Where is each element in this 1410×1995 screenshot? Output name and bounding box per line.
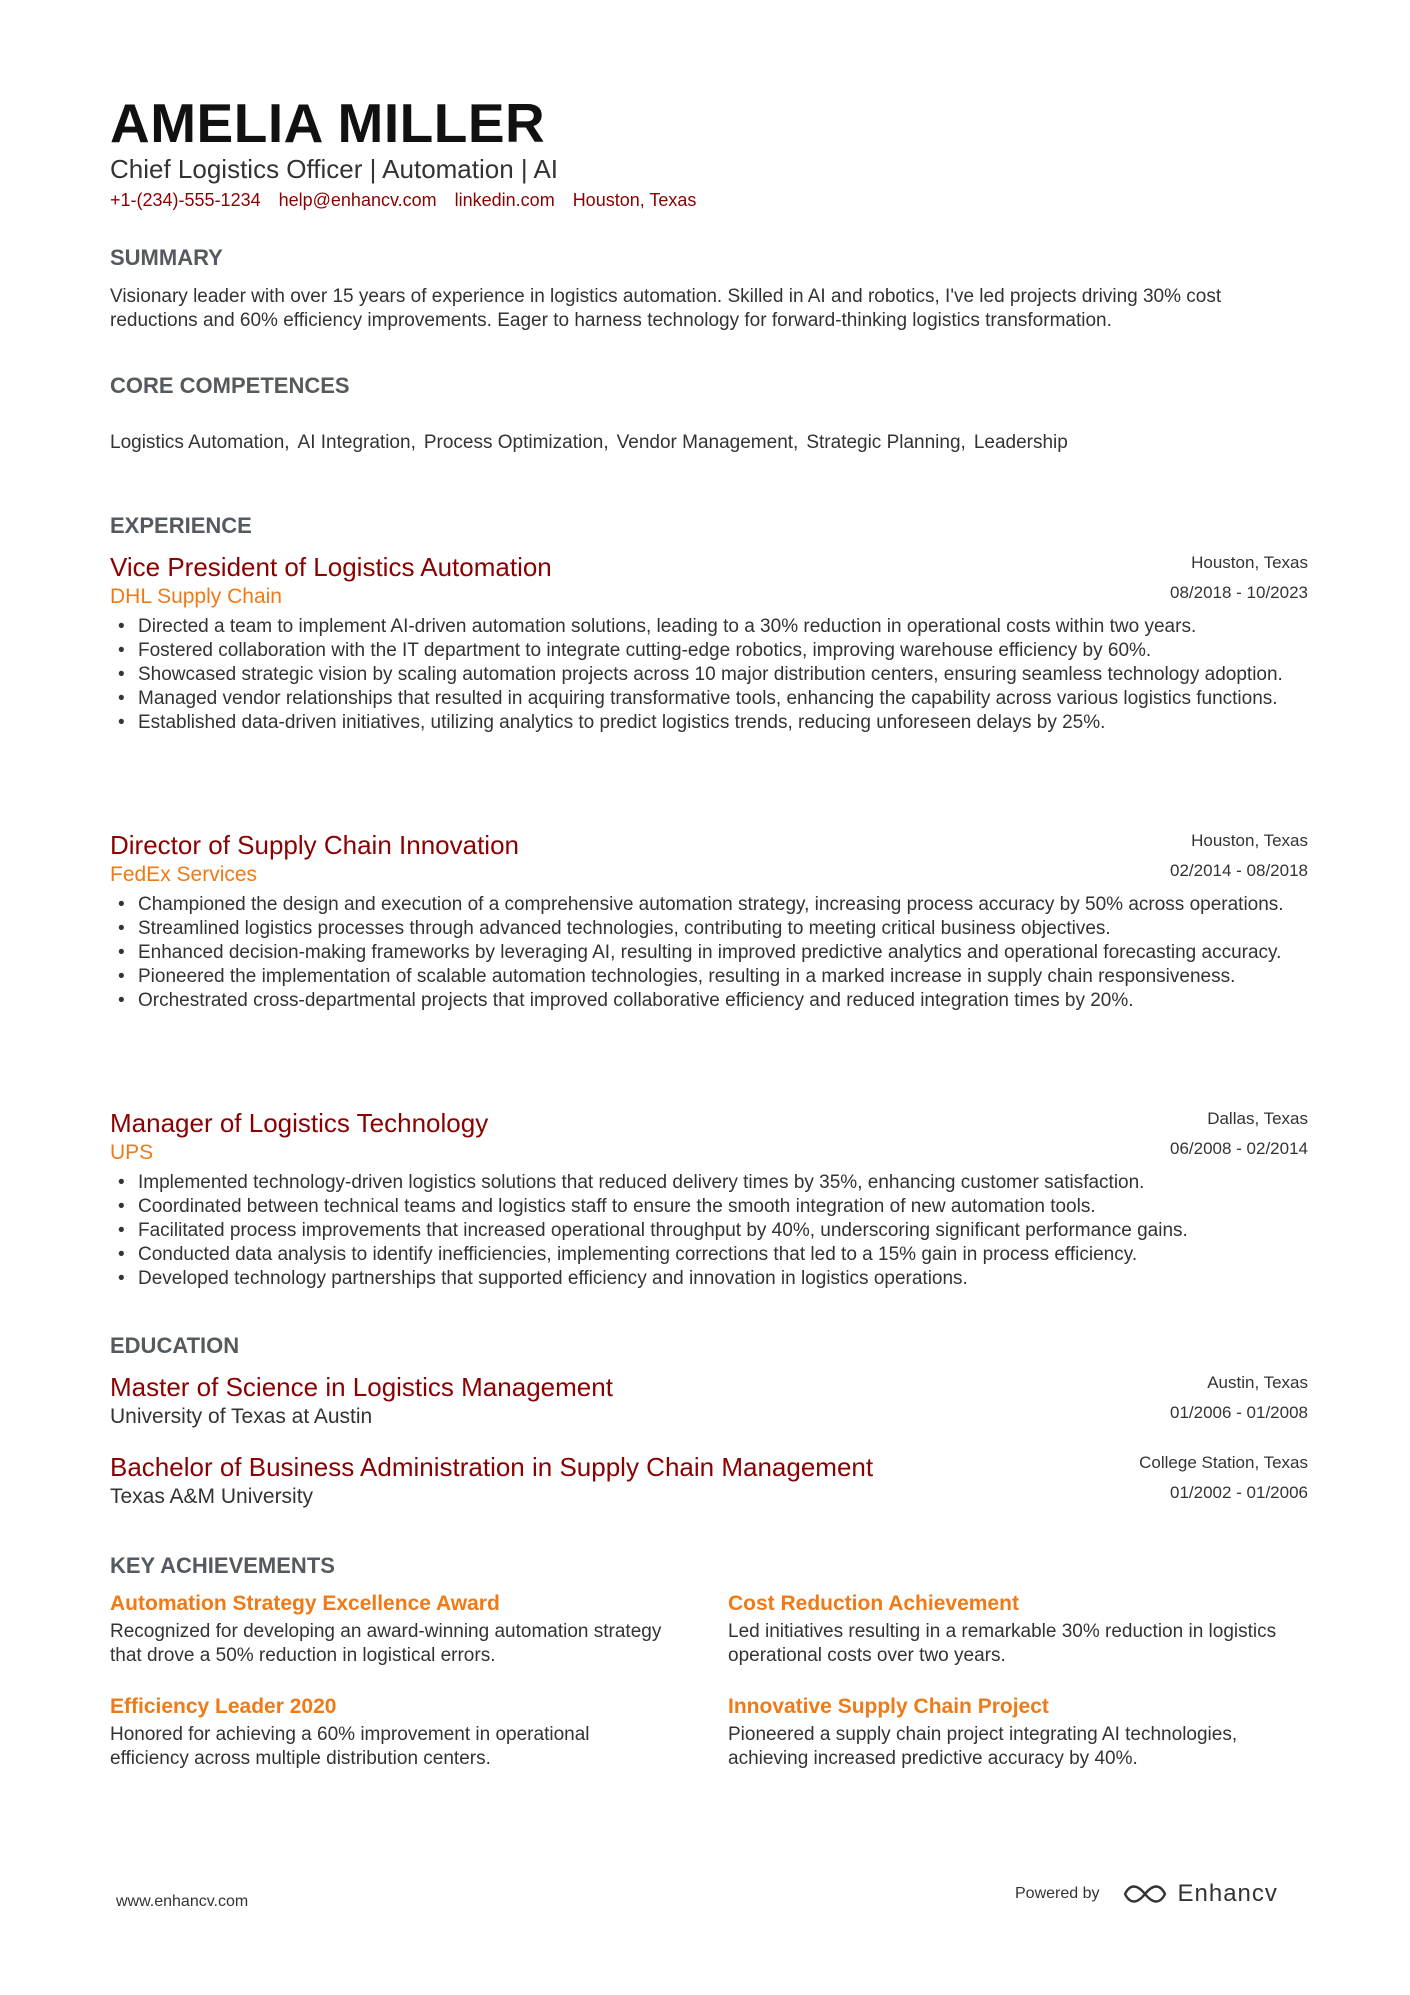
job-dates: 06/2008 - 02/2014 [1169, 1139, 1308, 1158]
contact-location: Houston, Texas [572, 190, 697, 210]
job-bullet: • Directed a team to implement AI-driven automation solutions, leading to a 30% reduction in operational costs within two years. [110, 615, 1308, 639]
job-title: Director of Supply Chain Innovation [110, 830, 520, 860]
job-bullet: • Implemented technology-driven logistics solutions that reduced delivery times by 35%, enhancing customer satisfaction. [110, 1171, 1308, 1195]
competence-item: Leadership [973, 432, 1068, 453]
competence-item: AI Integration, [297, 432, 416, 453]
job-bullet: • Facilitated process improvements that increased operational throughput by 40%, underscoring significant performance gains. [110, 1219, 1308, 1243]
contact-bar [110, 190, 696, 211]
degree-title: Bachelor of Business Administration in Supply Chain Management [110, 1452, 874, 1482]
achievement-item [728, 1693, 1288, 1771]
job-location: Dallas, Texas [1207, 1109, 1308, 1128]
competences-list [110, 432, 1068, 454]
job-dates: 02/2014 - 08/2018 [1169, 861, 1308, 880]
achievement-title: Efficiency Leader 2020 [110, 1695, 337, 1718]
competence-item: Strategic Planning, [806, 432, 966, 453]
job-bullet: • Pioneered the implementation of scalable automation technologies, resulting in a marked increase in supply chain responsiveness. [110, 965, 1308, 989]
achievement-desc: Pioneered a supply chain project integrating AI technologies, achieving increased predictive accuracy by 40%. [728, 1724, 1238, 1769]
education-location: College Station, Texas [1139, 1453, 1308, 1472]
powered-by-label: Powered by [1015, 1885, 1100, 1902]
job-bullets [110, 893, 1308, 1013]
job-bullet: • Coordinated between technical teams and logistics staff to ensure the smooth integration of new automation tools. [110, 1195, 1308, 1219]
job-location: Houston, Texas [1191, 831, 1308, 850]
achievement-desc: Recognized for developing an award-winning automation strategy that drove a 50% reduction in logistical errors. [110, 1621, 662, 1666]
education-title: EDUCATION [110, 1333, 240, 1358]
job-title: Manager of Logistics Technology [110, 1108, 489, 1138]
achievement-title: Cost Reduction Achievement [728, 1592, 1019, 1615]
school-name: University of Texas at Austin [110, 1405, 373, 1428]
education-entry [110, 1451, 1308, 1511]
job-company: FedEx Services [110, 863, 258, 886]
job-bullet: • Enhanced decision-making frameworks by leveraging AI, resulting in improved predictive analytics and operational forecasting accuracy. [110, 941, 1308, 965]
education-location: Austin, Texas [1207, 1373, 1308, 1392]
job-bullets [110, 615, 1308, 735]
achievement-item [110, 1693, 670, 1771]
job-entry [110, 551, 1308, 735]
achievement-desc: Honored for achieving a 60% improvement in operational efficiency across multiple distribution centers. [110, 1724, 590, 1769]
job-bullet: • Conducted data analysis to identify inefficiencies, implementing corrections that led to a 15% gain in process efficiency. [110, 1243, 1308, 1267]
education-dates: 01/2006 - 01/2008 [1169, 1403, 1308, 1422]
footer-website[interactable]: www.enhancv.com [116, 1893, 249, 1910]
achievement-title: Automation Strategy Excellence Award [110, 1592, 500, 1615]
job-title: Vice President of Logistics Automation [110, 552, 552, 582]
education-entry [110, 1371, 1308, 1431]
contact-phone[interactable]: +1-(234)-555-1234 [110, 190, 261, 210]
job-bullet: • Championed the design and execution of a comprehensive automation strategy, increasing process accuracy by 50% across operations. [110, 893, 1308, 917]
job-bullet: • Established data-driven initiatives, utilizing analytics to predict logistics trends, reducing unforeseen delays by 25%. [110, 711, 1308, 735]
achievement-item [110, 1590, 670, 1668]
degree-title: Master of Science in Logistics Management [110, 1372, 613, 1402]
experience-title: EXPERIENCE [110, 513, 252, 538]
enhancv-logo[interactable] [1122, 1880, 1278, 1908]
job-company: UPS [110, 1141, 154, 1164]
contact-email[interactable]: help@enhancv.com [278, 190, 437, 210]
job-company: DHL Supply Chain [110, 585, 282, 608]
achievement-desc: Led initiatives resulting in a remarkable 30% reduction in logistics operational costs over two years. [728, 1621, 1277, 1666]
job-bullet: • Showcased strategic vision by scaling automation projects across 10 major distribution centers, ensuring seamless technology adoption. [110, 663, 1308, 687]
job-entry [110, 829, 1308, 1013]
candidate-headline: Chief Logistics Officer | Automation | AI [110, 154, 559, 184]
job-bullets [110, 1171, 1308, 1291]
job-bullet: • Orchestrated cross-departmental projects that improved collaborative efficiency and reduced integration times by 20%. [110, 989, 1308, 1013]
achievement-title: Innovative Supply Chain Project [728, 1695, 1049, 1718]
job-bullet: • Managed vendor relationships that resulted in acquiring transformative tools, enhancing the capability across various logistics functions. [110, 687, 1308, 711]
candidate-name: AMELIA MILLER [110, 92, 546, 154]
job-dates: 08/2018 - 10/2023 [1169, 583, 1308, 602]
enhancv-logo-text: Enhancv [1177, 1880, 1278, 1907]
summary-title: SUMMARY [110, 245, 223, 270]
summary-text: Visionary leader with over 15 years of experience in logistics automation. Skilled in AI and robotics, I've led projects driving 30% cost reductions and 60% efficiency improvements. Eager to harness technology for forward-thinking logistics transformation. [110, 286, 1222, 331]
job-bullet: • Developed technology partnerships that supported efficiency and innovation in logistics operations. [110, 1267, 1308, 1291]
competences-title: CORE COMPETENCES [110, 373, 350, 398]
enhancv-logo-icon [1122, 1881, 1168, 1907]
footer-branding [1015, 1880, 1278, 1908]
job-location: Houston, Texas [1191, 553, 1308, 572]
achievement-item [728, 1590, 1288, 1668]
school-name: Texas A&M University [110, 1485, 314, 1508]
job-bullet: • Streamlined logistics processes through advanced technologies, contributing to meeting critical business objectives. [110, 917, 1308, 941]
contact-linkedin[interactable]: linkedin.com [454, 190, 555, 210]
job-entry [110, 1107, 1308, 1291]
competence-item: Vendor Management, [616, 432, 799, 453]
competence-item: Process Optimization, [423, 432, 609, 453]
achievements-title: KEY ACHIEVEMENTS [110, 1553, 335, 1578]
education-dates: 01/2002 - 01/2006 [1169, 1483, 1308, 1502]
job-bullet: • Fostered collaboration with the IT department to integrate cutting-edge robotics, improving warehouse efficiency by 60%. [110, 639, 1308, 663]
competence-item: Logistics Automation, [110, 432, 290, 453]
